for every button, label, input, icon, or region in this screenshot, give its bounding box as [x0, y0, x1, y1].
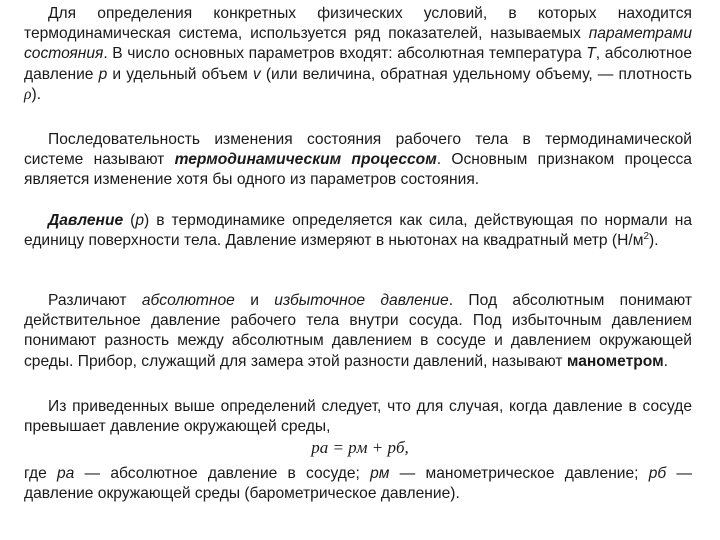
symbol-pressure: p — [98, 65, 108, 83]
text: . Под абсолютным понимают действительное давление рабочего тела внутри сосуда. Под избыточным давлением понимают разность между абсолютным давлением в сосуде и давлением окружающей среды. Прибор, служащий для замера этой разности давлений, называют — [24, 292, 692, 370]
paragraph-consequence — [24, 397, 692, 437]
symbol-temperature: T — [586, 45, 596, 63]
text: и удельный объем — [107, 65, 253, 83]
text: Из приведенных выше определений следует, что для случая, когда давление в сосуде превышает давление окружающей среды, — [24, 398, 692, 436]
text: ( — [123, 212, 136, 229]
paragraph-absolute-excess-pressure — [24, 291, 692, 372]
text: и — [234, 292, 275, 309]
text: — давление окружающей среды (барометрическое давление). — [24, 465, 692, 503]
symbol-gauge-pressure: pм — [370, 465, 390, 482]
paragraph-pressure-definition — [24, 211, 692, 251]
symbol-barometric-pressure: pб — [648, 465, 667, 482]
formula-pressure-sum: pa = pм + pб, — [311, 438, 409, 457]
term-thermodynamic-process: термодинамическим процессом — [174, 151, 437, 169]
term-pressure: Давление — [48, 212, 124, 229]
text: ). — [31, 85, 42, 103]
text: ) в термодинамике определяется как сила, действующая по нормали на единицу поверхности тела. Давление измеряют в ньютонах на квадратный метр (Н/м — [24, 212, 692, 250]
text: (или величина, обратная удельному объему, — плотность — [260, 65, 693, 83]
text: . Основным признаком процесса является изменение хотя бы одного из параметров состояния. — [24, 151, 692, 189]
text: — абсолютное давление в сосуде; — [74, 465, 371, 482]
superscript: 2 — [643, 231, 649, 243]
term-state-parameters: параметрами состояния — [24, 25, 692, 63]
text: Различают — [48, 292, 142, 309]
text: . В число основных параметров входят: абсолютная температура — [103, 45, 587, 63]
paragraph-state-parameters — [24, 4, 692, 105]
text: — манометрическое давление; — [389, 465, 649, 482]
text: Последовательность изменения состояния рабочего тела в термодинамической системе называют — [24, 131, 692, 169]
paragraph-legend — [24, 464, 692, 504]
paragraph-thermodynamic-process — [24, 130, 692, 191]
symbol-density: ρ — [24, 85, 32, 103]
term-manometer: манометром — [566, 352, 664, 370]
text: ). — [649, 232, 659, 250]
symbol-volume: v — [252, 65, 261, 83]
text: . — [663, 352, 668, 370]
text: где — [24, 465, 57, 482]
text: Для определения конкретных физических условий, в которых находится термодинамическая система, используется ряд показателей, называемых — [24, 5, 692, 43]
term-absolute: абсолютное — [141, 292, 235, 309]
text: , абсолютное давление — [24, 45, 692, 83]
symbol-pressure: p — [135, 212, 145, 229]
term-excess-pressure: избыточное давление — [274, 292, 449, 309]
symbol-absolute-pressure: pa — [56, 465, 75, 482]
